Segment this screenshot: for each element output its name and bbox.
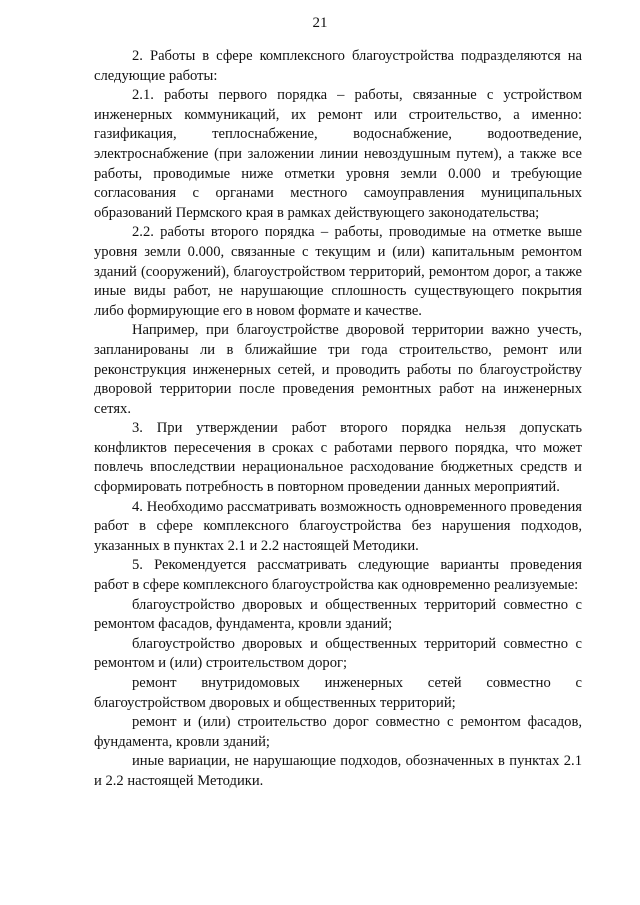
paragraph-example: Например, при благоустройстве дворовой территории важно учесть, запланированы ли в ближайшие три года строительство, ремонт или реконструкция инженерных сетей, и проводить работы по благоустройству дворовой территории после проведения ремонтных работ на инженерных сетях.: [94, 322, 582, 417]
list-item-variant-1: благоустройство дворовых и общественных территорий совместно с ремонтом фасадов, фундамента, кровли зданий;: [94, 596, 582, 633]
document-body: [94, 47, 582, 792]
list-item-variant-5: иные вариации, не нарушающие подходов, обозначенных в пунктах 2.1 и 2.2 настоящей Методики.: [94, 753, 582, 789]
paragraph-section-2: 2. Работы в сфере комплексного благоустройства подразделяются на следующие работы:: [94, 48, 582, 84]
page-number: 21: [312, 15, 328, 31]
paragraph-section-2-1: 2.1. работы первого порядка – работы, связанные с устройством инженерных коммуникаций, их ремонт или строительство, а именно: газификация, теплоснабжение, водоснабжение, водоотведение, электроснабжение (при заложении линии невоздушным путем), а также все работы, проводимые ниже отметки уровня земли 0.000 и требующие согласования с органами местного самоуправления муниципальных образований Пермского края в рамках действующего законодательства;: [94, 87, 582, 221]
list-item-variant-2: благоустройство дворовых и общественных территорий совместно с ремонтом и (или) строительством дорог;: [94, 635, 582, 672]
paragraph-section-3: 3. При утверждении работ второго порядка нельзя допускать конфликтов пересечения в сроках с работами первого порядка, что может повлечь впоследствии нерациональное расходование бюджетных средств и сформировать потребность в повторном проведении данных мероприятий.: [94, 420, 582, 496]
list-item-variant-4: ремонт и (или) строительство дорог совместно с ремонтом фасадов, фундамента, кровли зданий;: [94, 714, 582, 750]
paragraph-section-4: 4. Необходимо рассматривать возможность одновременного проведения работ в сфере комплексного благоустройства без нарушения подходов, указанных в пунктах 2.1 и 2.2 настоящей Методики.: [94, 498, 582, 554]
list-item-variant-3: ремонт внутридомовых инженерных сетей совместно с благоустройством дворовых и общественных территорий;: [94, 675, 582, 711]
paragraph-section-5: 5. Рекомендуется рассматривать следующие варианты проведения работ в сфере комплексного благоустройства как одновременно реализуемые:: [94, 557, 582, 594]
paragraph-section-2-2: 2.2. работы второго порядка – работы, проводимые на отметке выше уровня земли 0.000, связанные с текущим и (или) капитальным ремонтом зданий (сооружений), благоустройством территорий, ремонтом дорог, а также иные виды работ, не нарушающие сплошность существующего покрытия либо формирующие его в новом формате и качестве.: [94, 224, 582, 319]
